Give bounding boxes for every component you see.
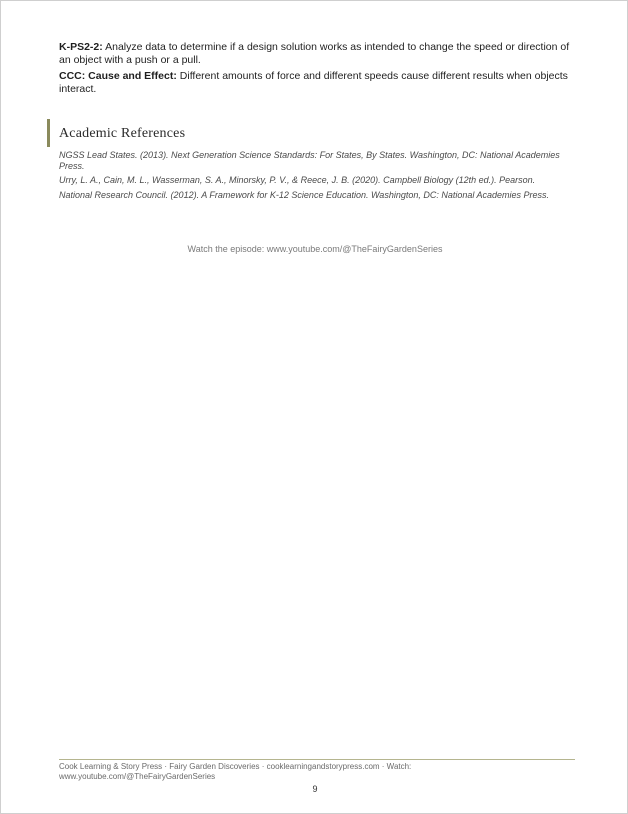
reference-item: National Research Council. (2012). A Framework for K-12 Science Education. Washington, DC: National Academies Press. — [59, 189, 550, 200]
references-heading — [47, 119, 577, 147]
standards-section — [59, 41, 579, 99]
reference-item: Urry, L. A., Cain, M. L., Wasserman, S. A., Minorsky, P. V., & Reece, J. B. (2020). Campbell Biology (12th ed.). Pearson. — [59, 175, 536, 185]
standard-code: CCC: Cause and Effect: — [59, 70, 177, 82]
standard-code: K-PS2-2: — [59, 41, 103, 53]
footer-divider — [59, 759, 575, 760]
standard-k-ps2-2 — [59, 41, 579, 66]
references-list — [59, 150, 569, 204]
watch-episode-link[interactable]: Watch the episode: www.youtube.com/@TheFairyGardenSeries — [187, 244, 443, 254]
section-title: Academic References — [59, 126, 186, 141]
standard-text: Different amounts of force and different speeds cause different results when objects interact. — [59, 70, 568, 95]
footer-text: Cook Learning & Story Press · Fairy Garden Discoveries · cooklearningandstorypress.com · Watch: www.youtube.com/@TheFairyGardenSeries — [59, 762, 412, 781]
standard-ccc-cause-effect — [59, 70, 579, 95]
standard-text: Analyze data to determine if a design solution works as intended to change the speed or direction of an object with a push or a pull. — [59, 41, 570, 66]
heading-accent-bar — [47, 119, 50, 147]
reference-item: NGSS Lead States. (2013). Next Generation Science Standards: For States, By States. Washington, DC: National Academies Press. — [59, 150, 560, 171]
page-number: 9 — [312, 784, 318, 794]
